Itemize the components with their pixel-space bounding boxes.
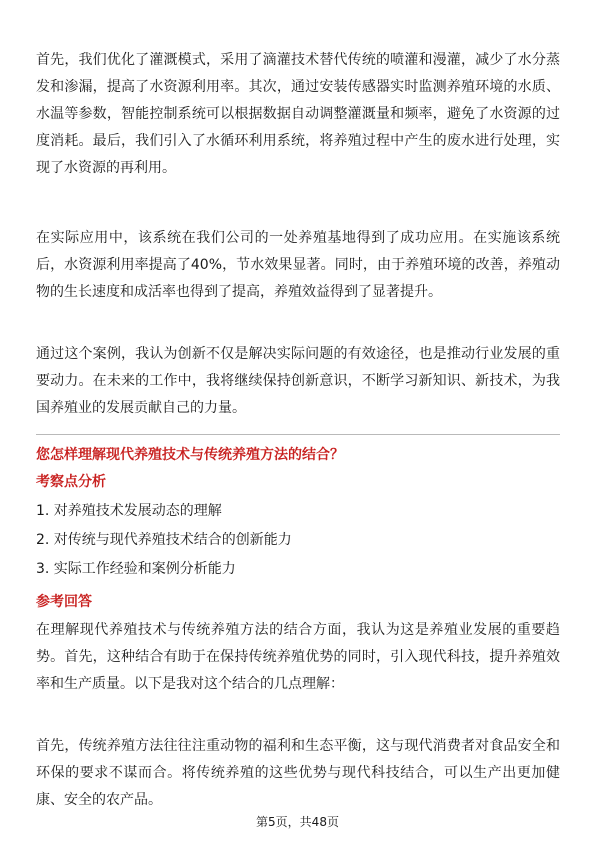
paragraph-water-saving-measures: 首先，我们优化了灌溉模式，采用了滴灌技术替代传统的喷灌和漫灌，减少了水分蒸发和渗漏，提高了水资源利用率。其次，通过安装传感器实时监测养殖环境的水质、水温等参数，智能控制系统可以根据数据自动调整灌溉量和频率，避免了水资源的过度消耗。最后，我们引入了水循环利用系统，将养殖过程中产生的废水进行处理，实现了水资源的再利用。 xyxy=(36,52,560,176)
paragraph-innovation-conclusion: 通过这个案例，我认为创新不仅是解决实际问题的有效途径，也是推动行业发展的重要动力。在未来的工作中，我将继续保持创新意识，不断学习新知识、新技术，为我国养殖业的发展贡献自己的力量。 xyxy=(36,346,560,416)
section-divider xyxy=(36,434,560,435)
paragraph-application-results: 在实际应用中，该系统在我们公司的一处养殖基地得到了成功应用。在实施该系统后，水资源利用率提高了40%，节水效果显著。同时，由于养殖环境的改善，养殖动物的生长速度和成活率也得到了提高，养殖效益得到了显著提升。 xyxy=(36,230,560,300)
focus-item-2: 2. 对传统与现代养殖技术结合的创新能力 xyxy=(36,532,292,548)
reference-answer-heading: 参考回答 xyxy=(36,594,92,610)
answer-paragraph-1: 在理解现代养殖技术与传统养殖方法的结合方面，我认为这是养殖业发展的重要趋势。首先，这种结合有助于在保持传统养殖优势的同时，引入现代科技，提升养殖效率和生产质量。以下是我对这个结合的几点理解： xyxy=(36,622,560,692)
question-title: 您怎样理解现代养殖技术与传统养殖方法的结合？ xyxy=(36,447,344,463)
focus-item-1: 1. 对养殖技术发展动态的理解 xyxy=(36,503,222,519)
page-number-footer: 第5页，共48页 xyxy=(256,815,339,829)
answer-paragraph-2: 首先，传统养殖方法往往注重动物的福利和生态平衡，这与现代消费者对食品安全和环保的要求不谋而合。将传统养殖的这些优势与现代科技结合，可以生产出更加健康、安全的农产品。 xyxy=(36,738,560,808)
focus-item-3: 3. 实际工作经验和案例分析能力 xyxy=(36,561,236,577)
focus-analysis-heading: 考察点分析 xyxy=(36,474,106,490)
